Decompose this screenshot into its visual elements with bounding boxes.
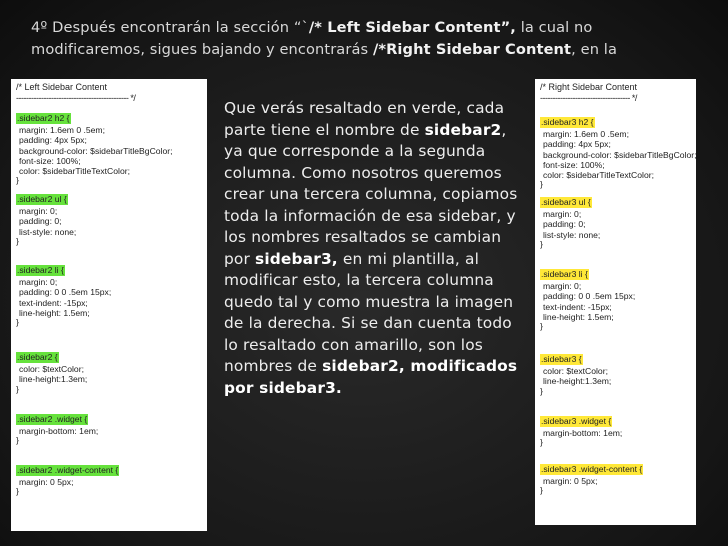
caption-bold-1: sidebar2	[424, 120, 502, 139]
css-property: margin-bottom: 1em;	[543, 428, 623, 438]
css-selector-highlight: .sidebar3 li {	[541, 269, 588, 279]
left-panel-header: /* Left Sidebar Content	[16, 82, 108, 92]
css-property: line-height:1.3em;	[19, 374, 88, 385]
css-rule	[16, 265, 196, 327]
intro-line1-c: la cual no	[515, 19, 593, 36]
css-property: padding: 0 0 .5em 15px;	[543, 291, 636, 302]
css-property: margin: 1.6em 0 .5em;	[19, 125, 105, 135]
css-selector-highlight: .sidebar3 ul {	[541, 197, 591, 207]
css-property: padding: 4px 5px;	[543, 139, 611, 150]
caption-text-2: , ya que corresponde a la segunda columna. Como nosotros queremos crear una tercera columna, copiamos toda la información de esa sidebar, y los nombres resaltados se cambian por	[224, 120, 518, 268]
explanation-text	[224, 98, 530, 399]
css-rule	[540, 416, 692, 447]
css-close-brace: }	[16, 235, 19, 246]
css-property: list-style: none;	[543, 229, 601, 240]
css-rule	[16, 414, 196, 445]
css-property: color: $sidebarTitleTextColor;	[543, 170, 654, 181]
css-property: text-indent: -15px;	[19, 297, 88, 308]
css-close-brace: }	[16, 317, 19, 328]
caption-bold-3: sidebar2, modificados por sidebar3.	[224, 357, 518, 397]
css-property: line-height: 1.5em;	[19, 307, 90, 318]
css-rule	[540, 117, 696, 190]
css-property: margin: 0 5px;	[543, 476, 598, 486]
css-property: color: $textColor;	[19, 364, 84, 374]
css-property: background-color: $sidebarTitleBgColor;	[543, 149, 696, 160]
css-rule	[16, 465, 196, 496]
css-selector-highlight: .sidebar3 .widget {	[541, 416, 612, 426]
css-property: margin: 0;	[543, 209, 582, 219]
intro-line2-c: , en la	[571, 41, 617, 58]
css-rule	[540, 354, 692, 396]
css-selector-highlight: .sidebar2 .widget-content {	[17, 465, 119, 475]
intro-text	[31, 17, 711, 61]
css-property: margin: 1.6em 0 .5em;	[543, 129, 629, 139]
css-property: margin: 0;	[543, 281, 582, 291]
right-panel-dash: ------------------------------------ */	[540, 93, 637, 103]
css-property: font-size: 100%;	[543, 159, 605, 170]
css-selector-highlight: .sidebar2 li {	[17, 265, 64, 275]
css-selector-highlight: .sidebar2 ul {	[17, 194, 67, 204]
css-close-brace: }	[16, 435, 19, 446]
css-rule	[16, 113, 196, 185]
intro-line2-a: modificaremos, sigues bajando y encontrarás	[31, 41, 373, 58]
css-selector-highlight: .sidebar2 h2 {	[17, 113, 70, 123]
css-property: margin-bottom: 1em;	[19, 426, 99, 436]
css-close-brace: }	[540, 321, 543, 332]
css-selector-highlight: .sidebar3 h2 {	[541, 117, 594, 127]
css-property: padding: 0;	[19, 216, 62, 227]
css-property: line-height:1.3em;	[543, 376, 612, 387]
css-close-brace: }	[540, 385, 543, 396]
right-panel-header: /* Right Sidebar Content	[540, 82, 638, 92]
css-property: padding: 0;	[543, 219, 586, 230]
intro-line2-b: /*Right Sidebar Content	[372, 41, 572, 58]
css-property: font-size: 100%;	[19, 155, 81, 166]
caption-text-3: en mi plantilla, al modificar esto, la tercera columna quedo tal y como muestra la imagen de la derecha. Si se dan cuenta todo lo resaltado con amarillo, son los nombres de	[224, 249, 514, 375]
css-selector-highlight: .sidebar3 .widget-content {	[541, 464, 643, 474]
css-rule	[540, 197, 692, 249]
css-rule	[540, 269, 692, 331]
css-selector-highlight: .sidebar3 {	[541, 354, 582, 364]
css-property: color: $sidebarTitleTextColor;	[19, 166, 130, 177]
left-panel-dash: --------------------------------------------- */	[16, 93, 136, 103]
css-rule	[540, 464, 692, 495]
css-close-brace: }	[540, 437, 543, 448]
css-property: padding: 4px 5px;	[19, 135, 87, 146]
css-property: list-style: none;	[19, 226, 77, 237]
css-property: color: $textColor;	[543, 366, 608, 376]
css-property: background-color: $sidebarTitleBgColor;	[19, 145, 173, 156]
css-property: margin: 0;	[19, 206, 58, 216]
css-selector-highlight: .sidebar2 .widget {	[17, 414, 88, 424]
intro-line1-b: /* Left Sidebar Content”,	[308, 19, 516, 36]
css-property: padding: 0 0 .5em 15px;	[19, 287, 112, 298]
left-sidebar-code-screenshot	[11, 79, 207, 531]
caption-text-1: Que verás resaltado en verde, cada parte tiene el nombre de	[224, 99, 505, 139]
css-property: line-height: 1.5em;	[543, 311, 614, 322]
css-rule	[16, 194, 196, 246]
css-property: text-indent: -15px;	[543, 301, 612, 312]
css-selector-highlight: .sidebar2 {	[17, 352, 58, 362]
css-close-brace: }	[16, 486, 19, 497]
css-close-brace: }	[16, 383, 19, 394]
caption-bold-2: sidebar3,	[255, 249, 338, 268]
right-sidebar-code-screenshot	[535, 79, 696, 525]
intro-line1-a: 4º Después encontrarán la sección “`	[31, 19, 309, 36]
css-close-brace: }	[540, 238, 543, 249]
css-close-brace: }	[540, 485, 543, 496]
css-close-brace: }	[540, 179, 543, 190]
css-property: margin: 0 5px;	[19, 477, 74, 487]
css-close-brace: }	[16, 175, 19, 186]
css-rule	[16, 352, 196, 394]
css-property: margin: 0;	[19, 277, 58, 287]
